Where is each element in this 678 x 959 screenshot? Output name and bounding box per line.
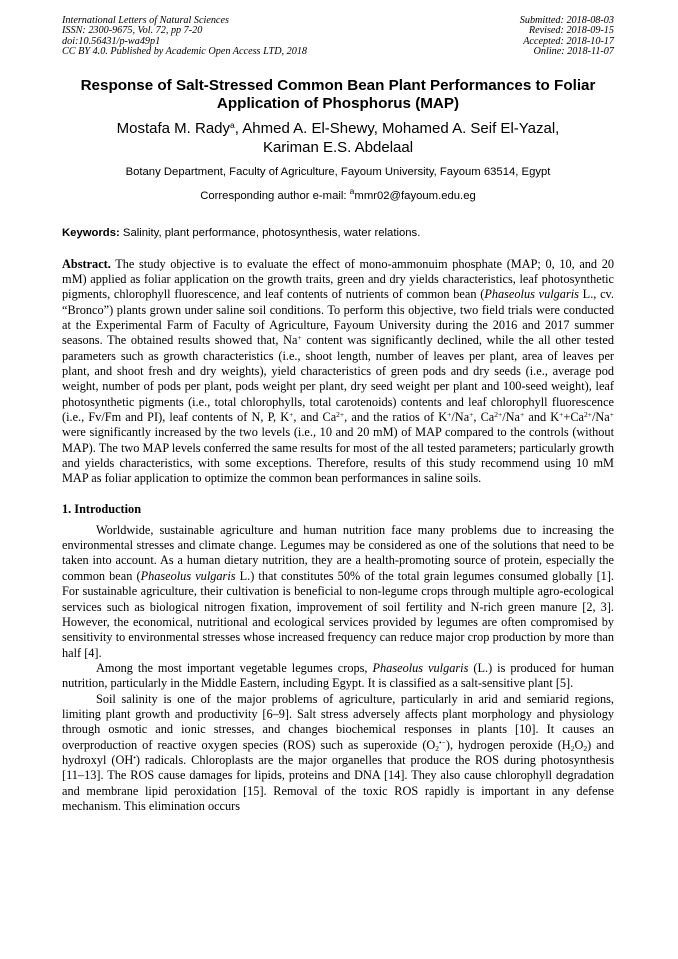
superscript: 2+ [584, 410, 592, 420]
journal-info [62, 16, 307, 58]
superscript: + [289, 410, 294, 420]
author-line-1 [62, 119, 614, 139]
abstract-text: were significantly increased by the two levels (i.e., 10 and 20 mM) of MAP compared to the controls (without MAP). The two MAP levels conferred the same results for most of the all tested parameters; particularly growth and yields characteristics, with some exceptions. Therefore, results of this study recommend using 10 mM MAP as foliar application to optimize the common bean performances in saline soils. [62, 425, 614, 486]
paper-title: Response of Salt-Stressed Common Bean Plant Performances to Foliar Application of Phosphorus (MAP) [80, 76, 596, 112]
section-heading-introduction: 1. Introduction [62, 501, 142, 516]
doi: doi:10.56431/p-wa49p1 [62, 35, 161, 47]
email-mark: a [349, 185, 355, 196]
affiliation: Botany Department, Faculty of Agriculture, Fayoum University, Fayoum 63514, Egypt [125, 165, 551, 178]
intro-paragraph-3 [62, 692, 614, 815]
species-name: Phaseolus vulgaris [484, 287, 579, 302]
journal-name: International Letters of Natural Sciences [62, 15, 229, 26]
paragraph-text: O [574, 737, 584, 752]
abstract-text: , Ca [473, 410, 495, 425]
paragraph-text: Soil salinity is one of the major problems of agriculture, particularly in arid and semiarid regions, limiting plant growth and productivity [6–9]. Salt stress adversely affects plant morphology and physiology through osmotic and ionic stresses, and changes biochemical responses in plants [10]. It causes an overproduction of reactive oxygen species (ROS) such as superoxide (O [62, 691, 614, 752]
abstract-text: /Na [451, 410, 470, 425]
author-affiliation-mark: a [230, 119, 235, 130]
author-line-2: Kariman E.S. Abdelaal [262, 139, 414, 157]
abstract-text: L., cv. “Bronco”) plants grown under saline soil conditions. To perform this objective, two field trials were conducted at the Experimental Farm of Faculty of Agriculture, Fayoum University during the 2016 and 2017 summer seasons. The obtained results showed that, Na [62, 287, 614, 348]
abstract-text: The study objective is to evaluate the effect of mono-ammonuim phosphate (MAP; 0, 10, and 20 mM) applied as foliar application on the growth traits, green and dry yields characteristics, leaf photosynthetic pigments, chlorophyll fluorescence, and leaf contents of nutrients of common bean ( [62, 256, 614, 302]
issn: ISSN: 2300-9675, Vol. 72, pp 7-20 [62, 25, 203, 37]
abstract-text: and K [524, 410, 560, 425]
species-name: Phaseolus vulgaris [372, 660, 469, 675]
revised-date: Revised: 2018-09-15 [528, 25, 614, 37]
superscript: + [469, 410, 474, 420]
subscript: 2 [435, 743, 440, 753]
email-label: Corresponding author e-mail: [200, 189, 350, 202]
paragraph-text: (L.) is produced for human nutrition, particularly in the Middle Eastern, including Egypt. It is classified as a salt-sensitive plant [5]. [62, 660, 614, 691]
accepted-date: Accepted: 2018-10-17 [523, 35, 614, 47]
subscript: 2 [583, 743, 588, 753]
abstract-text: +Ca [563, 410, 585, 425]
author-list [62, 119, 614, 158]
superscript: •− [439, 737, 446, 747]
abstract-text: , and Ca [293, 410, 337, 425]
page-header [62, 16, 614, 58]
superscript: + [520, 410, 525, 420]
paragraph-text: ) and hydroxyl (OH [62, 737, 614, 767]
superscript: + [559, 410, 564, 420]
abstract-text: content was significantly declined, while the all other tested parameters such as growth characteristics (i.e., shoot length, number of leaves per plant, area of leaves per plant, and shoot fresh and dry weights), yield characteristics of green pods and dry seeds (i.e., average pod weight, number of pods per plant, pods weight per plant, dry seed weight per plant and 100-seed weight), leaf photosynthetic pigments (i.e., total chlorophylls, total carotenoids) contents and leaf chlorophyll fluorescence (i.e., Fv/Fm and PI), leaf contents of N, P, K [62, 333, 614, 425]
paragraph-text: ) radicals. Chloroplasts are the major organelles that produce the ROS during photosynthesis [11–13]. The ROS cause damages for lipids, proteins and DNA [14]. They also cause chlorophyll degradation and membrane lipid peroxidation [15]. Removal of the toxic ROS rapidly is important in any defense mechanism. This elimination occurs [62, 752, 615, 813]
keywords-label: Keywords: [62, 226, 120, 239]
keywords-text: Salinity, plant performance, photosynthesis, water relations. [119, 226, 421, 239]
license: CC BY 4.0. Published by Academic Open Access LTD, 2018 [62, 46, 308, 58]
superscript: 2+ [494, 410, 503, 420]
page [62, 16, 614, 814]
online-date: Online: 2018-11-07 [533, 46, 614, 58]
paragraph-text: ), hydrogen peroxide (H [445, 737, 571, 752]
superscript: 2+ [336, 410, 345, 420]
corresponding-email [62, 185, 614, 203]
paragraph-text: Among the most important vegetable legumes crops, [96, 660, 373, 675]
submitted-date: Submitted: 2018-08-03 [519, 15, 614, 26]
paragraph-text: Worldwide, sustainable agriculture and human nutrition face many problems due to increasing the environmental stresses and climate change. Legumes may be considered as one of the solutions that need to be taken into account. As a human dietary nutrition, they are a health-promoting source of protein, especially the common bean ( [62, 522, 614, 583]
abstract-text: /Na [592, 410, 610, 425]
superscript: • [133, 752, 136, 762]
author-rest: , Ahmed A. El-Shewy, Mohamed A. Seif El-Yazal, [234, 119, 560, 137]
abstract-text: , and the ratios of K [344, 410, 448, 425]
superscript: + [447, 410, 452, 420]
superscript: + [297, 333, 302, 343]
email-address[interactable]: mmr02@fayoum.edu.eg [354, 189, 476, 202]
abstract-label: Abstract. [62, 256, 111, 271]
intro-paragraph-2 [62, 661, 614, 692]
keywords [62, 226, 614, 240]
abstract [62, 257, 614, 487]
superscript: + [609, 410, 614, 420]
intro-paragraph-1 [62, 523, 614, 661]
species-name: Phaseolus vulgaris [140, 568, 236, 583]
abstract-text: /Na [502, 410, 521, 425]
dates-info [520, 16, 614, 58]
author-first: Mostafa M. Rady [116, 119, 231, 137]
subscript: 2 [570, 743, 575, 753]
paragraph-text: L.) that constitutes 50% of the total grain legumes consumed globally [1]. For sustainable agriculture, their cultivation is beneficial to non-legume crops through multiple agro-ecological services such as biological nitrogen fixation, improvement of soil fertility and N-rich green manure [2, 3]. However, the economical, nutritional and ecological services provided by legumes are often compromised by sensitivity to environmental stresses whose increased frequency can reduce major crop production by more than half [4]. [62, 568, 614, 660]
